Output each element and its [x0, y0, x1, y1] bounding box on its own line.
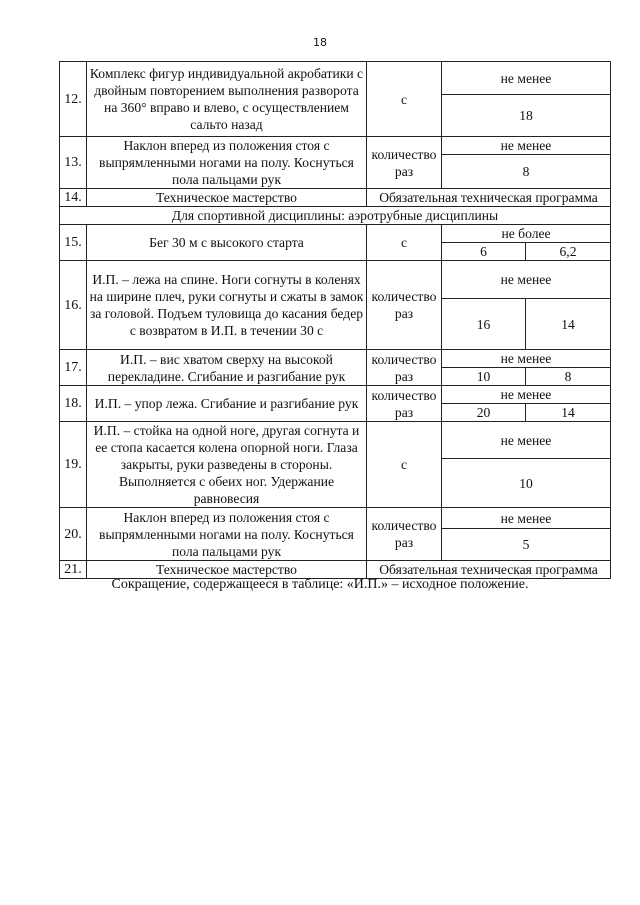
- unit-cell: количество раз: [367, 137, 442, 189]
- exercise-text: И.П. – стойка на одной ноге, другая согнута и ее стопа касается колена опорной ноги. Глаза закрыты, руки разведены в стороны. Выполняется с обеих ног. Удержание равновесия: [87, 422, 367, 508]
- value-cell: 5: [442, 529, 611, 561]
- value-cell: 14: [526, 299, 611, 350]
- condition-cell: не более: [442, 225, 611, 243]
- table-row: [60, 62, 611, 95]
- row-number: 16.: [60, 261, 87, 350]
- value-cell: 18: [442, 95, 611, 137]
- table-row: [60, 561, 611, 579]
- value-cell: 6,2: [526, 243, 611, 261]
- condition-cell: не менее: [442, 62, 611, 95]
- row-number: 15.: [60, 225, 87, 261]
- condition-cell: не менее: [442, 422, 611, 459]
- norms-table: [59, 61, 611, 579]
- row-number: 14.: [60, 189, 87, 207]
- table-row: [60, 508, 611, 529]
- footnote: Сокращение, содержащееся в таблице: «И.П.» – исходное положение.: [111, 577, 529, 592]
- row-number: 18.: [60, 386, 87, 422]
- row-number: 13.: [60, 137, 87, 189]
- condition-cell: не менее: [442, 386, 611, 404]
- exercise-text: Наклон вперед из положения стоя с выпрямленными ногами на полу. Коснуться пола пальцами рук: [87, 508, 367, 561]
- value-cell: 10: [442, 459, 611, 508]
- exercise-text: И.П. – вис хватом сверху на высокой перекладине. Сгибание и разгибание рук: [87, 350, 367, 386]
- row-number: 19.: [60, 422, 87, 508]
- condition-cell: не менее: [442, 137, 611, 155]
- unit-cell: количество раз: [367, 508, 442, 561]
- table-row: [60, 189, 611, 207]
- value-cell: 14: [526, 404, 611, 422]
- unit-cell: с: [367, 62, 442, 137]
- value-cell: 20: [442, 404, 526, 422]
- program-cell: Обязательная техническая программа: [367, 189, 611, 207]
- value-cell: 10: [442, 368, 526, 386]
- table-row: [60, 386, 611, 404]
- table-row: [60, 137, 611, 155]
- value-cell: 6: [442, 243, 526, 261]
- exercise-text: Техническое мастерство: [87, 189, 367, 207]
- value-cell: 8: [442, 155, 611, 189]
- condition-cell: не менее: [442, 508, 611, 529]
- condition-cell: не менее: [442, 261, 611, 299]
- table-row: [60, 261, 611, 299]
- program-cell: Обязательная техническая программа: [367, 561, 611, 579]
- section-heading: Для спортивной дисциплины: аэротрубные дисциплины: [60, 207, 611, 225]
- table-row: [60, 225, 611, 243]
- exercise-text: Бег 30 м с высокого старта: [87, 225, 367, 261]
- unit-cell: с: [367, 225, 442, 261]
- table-row: [60, 350, 611, 368]
- condition-cell: не менее: [442, 350, 611, 368]
- unit-cell: количество раз: [367, 261, 442, 350]
- value-cell: 16: [442, 299, 526, 350]
- value-cell: 8: [526, 368, 611, 386]
- page-number: 18: [313, 36, 327, 49]
- table-row: [60, 422, 611, 459]
- exercise-text: И.П. – лежа на спине. Ноги согнуты в коленях на ширине плеч, руки согнуты и сжаты в замок за головой. Подъем туловища до касания бедер с возвратом в И.П. в течении 30 с: [87, 261, 367, 350]
- row-number: 12.: [60, 62, 87, 137]
- row-number: 21.: [60, 561, 87, 579]
- exercise-text: Наклон вперед из положения стоя с выпрямленными ногами на полу. Коснуться пола пальцами рук: [87, 137, 367, 189]
- unit-cell: количество раз: [367, 386, 442, 422]
- unit-cell: с: [367, 422, 442, 508]
- row-number: 17.: [60, 350, 87, 386]
- unit-cell: количество раз: [367, 350, 442, 386]
- table-row: [60, 207, 611, 225]
- row-number: 20.: [60, 508, 87, 561]
- exercise-text: Комплекс фигур индивидуальной акробатики с двойным повторением выполнения разворота на 360° вправо и влево, с осуществлением сальто назад: [87, 62, 367, 137]
- exercise-text: Техническое мастерство: [87, 561, 367, 579]
- exercise-text: И.П. – упор лежа. Сгибание и разгибание рук: [87, 386, 367, 422]
